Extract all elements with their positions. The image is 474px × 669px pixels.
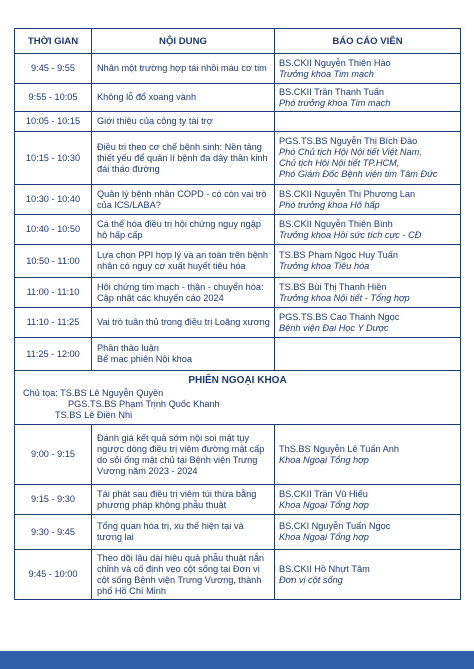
speaker-role: Phó Chủ tịch Hội Nội tiết Việt Nam,: [279, 147, 422, 157]
speaker-role: Trưởng khoa Tim mạch: [279, 68, 374, 79]
speaker-name: BS.CKII Nguyễn Thiên Hào: [279, 57, 391, 68]
speaker-name: BS.CKII Nguyễn Thiên Bình: [279, 218, 393, 229]
speaker-role: Đơn vị cột sống: [279, 574, 343, 585]
time-cell: 11:00 - 11:10: [15, 278, 92, 308]
header-row: [15, 29, 461, 54]
speaker-cell: [275, 308, 461, 338]
time-cell: 9:45 - 10:00: [15, 550, 92, 600]
speaker-name: PGS.TS.BS Cao Thanh Ngọc: [279, 311, 400, 322]
speaker-name: ThS.BS Nguyễn Lê Tuấn Anh: [279, 443, 400, 454]
time-cell: 10:05 - 10:15: [15, 112, 92, 132]
time-cell: 10:40 - 10:50: [15, 215, 92, 245]
speaker-role: Trưởng khoa Nội tiết - Tổng hợp: [279, 292, 410, 303]
topic-line: Phần thảo luận: [97, 343, 159, 353]
topic-cell: Cá thể hóa điều trị hội chứng nguy ngập hô hấp cấp: [92, 215, 275, 245]
chair-line-1: Chủ tọa: TS.BS Lê Nguyễn Quyền: [23, 388, 164, 398]
speaker-name: BS.CKII Hồ Nhựt Tâm: [279, 563, 370, 574]
session-title: PHIÊN NGOẠI KHOA: [188, 375, 287, 386]
speaker-name: BS.CKII Trần Thanh Tuấn: [279, 86, 385, 97]
time-cell: 9:00 - 9:15: [15, 425, 92, 485]
speaker-cell: [275, 112, 461, 132]
speaker-cell: [275, 132, 461, 185]
header-time: THỜI GIAN: [15, 29, 92, 54]
topic-cell: [92, 338, 275, 371]
topic-cell: Tổng quan hóa trị, xu thế hiện tại và tương lai: [92, 515, 275, 550]
time-cell: 9:45 - 9:55: [15, 54, 92, 84]
topic-cell: Theo dõi lâu dài hiệu quả phẫu thuật nắn chỉnh và cố định vẹo cột sống tại Đơn vị cột sống Bệnh viện Trưng Vương, thành phố Hồ Chí Minh: [92, 550, 275, 600]
table-row: [15, 515, 461, 550]
speaker-cell: [275, 425, 461, 485]
speaker-role: Bệnh viện Đại Học Y Dược: [279, 322, 389, 333]
session-header-row: [15, 371, 461, 425]
speaker-cell: [275, 485, 461, 515]
time-cell: 9:15 - 9:30: [15, 485, 92, 515]
header-speaker: BÁO CÁO VIÊN: [275, 29, 461, 54]
chair-line-2: PGS.TS.BS Phạm Trịnh Quốc Khanh: [68, 399, 220, 409]
topic-cell: Tái phát sau điều trị viêm túi thừa bằng phương pháp không phẫu thuật: [92, 485, 275, 515]
time-cell: 11:25 - 12:00: [15, 338, 92, 371]
surgery-session-header: [15, 371, 461, 425]
speaker-cell: [275, 278, 461, 308]
speaker-name: BS.CKII Trần Vũ Hiếu: [279, 488, 368, 499]
speaker-name: PGS.TS.BS Nguyễn Thị Bích Đào: [279, 136, 418, 146]
speaker-role: Khoa Ngoại Tổng hợp: [279, 499, 369, 510]
table-row: [15, 550, 461, 600]
speaker-role: Khoa Ngoại Tổng hợp: [279, 532, 369, 542]
speaker-name: TS.BS Bùi Thị Thanh Hiền: [279, 281, 387, 292]
topic-cell: Giới thiệu của công ty tài trợ: [92, 112, 275, 132]
topic-line: Bế mạc phiên Nội khoa: [97, 354, 192, 364]
time-cell: 11:10 - 11:25: [15, 308, 92, 338]
schedule-table: [14, 28, 461, 600]
speaker-name: BS.CKII Nguyễn Thị Phương Lan: [279, 188, 416, 199]
speaker-cell: [275, 245, 461, 278]
chair-line-3: TS.BS Lê Điền Nhi: [55, 410, 133, 420]
top-band: [0, 0, 474, 22]
topic-cell: Vai trò tuân thủ trong điều trị Loãng xương: [92, 308, 275, 338]
session-cell: [15, 371, 461, 425]
time-cell: 10:15 - 10:30: [15, 132, 92, 185]
table-row: [15, 338, 461, 371]
speaker-role: Khoa Ngoại Tổng hợp: [279, 454, 369, 465]
table-row: [15, 425, 461, 485]
surgery-session-rows: [15, 425, 461, 600]
table-row: [15, 278, 461, 308]
topic-cell: Nhân một trường hợp tái nhồi máu cơ tim: [92, 54, 275, 84]
header-content: NỘI DUNG: [92, 29, 275, 54]
table-row: [15, 112, 461, 132]
speaker-cell: [275, 338, 461, 371]
speaker-cell: [275, 515, 461, 550]
topic-cell: Không lỗ đổ xoang vành: [92, 84, 275, 112]
speaker-name: BS.CKI Nguyễn Tuấn Ngọc: [279, 521, 391, 531]
speaker-name: TS.BS Phạm Ngọc Huy Tuấn: [279, 250, 398, 260]
table-row: [15, 308, 461, 338]
table-row: [15, 54, 461, 84]
internal-session-rows: [15, 54, 461, 371]
speaker-role: Phó trưởng khoa Tim mạch: [279, 97, 391, 108]
table-row: [15, 132, 461, 185]
time-cell: 10:50 - 11:00: [15, 245, 92, 278]
speaker-role: Trưởng khoa Hồi sức tích cực - CĐ: [279, 229, 422, 240]
table-row: [15, 215, 461, 245]
table-row: [15, 84, 461, 112]
time-cell: 9:30 - 9:45: [15, 515, 92, 550]
table-row: [15, 245, 461, 278]
speaker-cell: [275, 54, 461, 84]
topic-cell: Hội chứng tim mạch - thận - chuyển hóa: Cập nhật các khuyến cáo 2024: [92, 278, 275, 308]
speaker-role: Chủ tịch Hội Nội tiết TP.HCM,: [279, 158, 400, 168]
time-cell: 10:30 - 10:40: [15, 185, 92, 215]
table-row: [15, 485, 461, 515]
speaker-role: Phó Giám Đốc Bệnh viện tim Tâm Đức: [279, 169, 438, 179]
speaker-cell: [275, 550, 461, 600]
bottom-band: [0, 651, 474, 669]
table-row: [15, 185, 461, 215]
speaker-cell: [275, 84, 461, 112]
topic-cell: Đánh giá kết quả sớm nội soi mật tụy ngược dòng điều trị viêm đường mật cấp do sỏi ống mật chủ tại Bệnh viện Trưng Vương năm 2023 - 2024: [92, 425, 275, 485]
speaker-role: Trưởng khoa Tiêu hóa: [279, 261, 370, 271]
topic-cell: Quản lý bệnh nhân COPD - có còn vai trò của ICS/LABA?: [92, 185, 275, 215]
speaker-role: Phó trưởng khoa Hô hấp: [279, 199, 380, 210]
topic-cell: Lựa chọn PPI hợp lý và an toàn trên bệnh nhân có nguy cơ xuất huyết tiêu hóa: [92, 245, 275, 278]
time-cell: 9:55 - 10:05: [15, 84, 92, 112]
speaker-cell: [275, 185, 461, 215]
topic-cell: Điều trị theo cơ chế bệnh sinh: Nền tảng thiết yếu để quản lí bệnh đa dây thần kinh đái tháo đường: [92, 132, 275, 185]
speaker-cell: [275, 215, 461, 245]
